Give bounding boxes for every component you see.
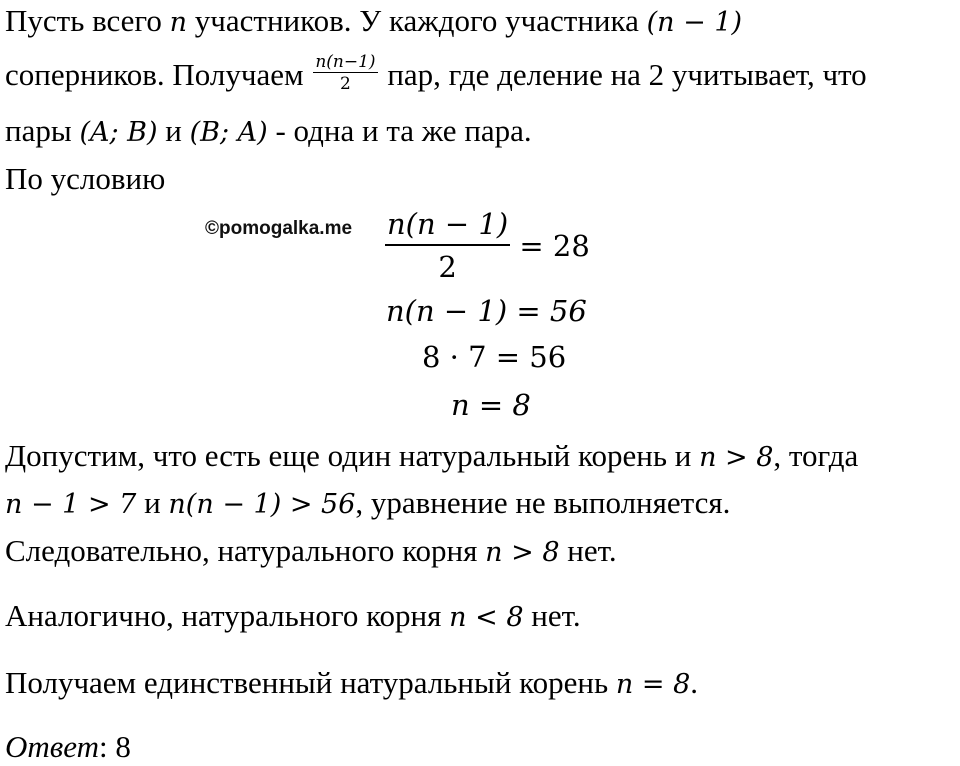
text: , уравнение не выполняется. xyxy=(355,485,731,520)
text: нет. xyxy=(523,598,581,633)
inline-fraction xyxy=(313,52,377,95)
math-inequality: n > 8 xyxy=(699,442,774,473)
equation-rhs: = 28 xyxy=(510,229,590,263)
intro-line-3 xyxy=(5,112,532,152)
text: участников. У каждого участника xyxy=(187,3,647,38)
text: , тогда xyxy=(773,438,859,473)
text: . xyxy=(690,665,699,700)
equation-fraction xyxy=(385,204,510,288)
answer-label: Ответ xyxy=(5,729,99,764)
fraction-numerator: n(n−1) xyxy=(315,52,376,73)
answer-separator: : xyxy=(98,729,116,764)
intro-line-2 xyxy=(5,52,867,99)
equation-4: n = 8 xyxy=(451,388,531,422)
equation-3: 8 · 7 = 56 xyxy=(422,340,567,374)
text: Следовательно, натурального корня xyxy=(5,533,486,568)
watermark: ©pomogalka.me xyxy=(205,218,353,239)
fraction-denominator: 2 xyxy=(340,74,351,95)
math-inequality: n > 8 xyxy=(485,537,560,568)
reasoning-line-3 xyxy=(5,532,617,572)
math-pair-1: (A; B) xyxy=(79,117,158,148)
text: и xyxy=(136,485,169,520)
math-equation: n = 8 xyxy=(615,669,691,700)
reasoning-line-1 xyxy=(5,437,858,477)
text: соперников. Получаем xyxy=(5,57,312,92)
math-pair-2: (B; A) xyxy=(189,117,268,148)
math-expr: (n − 1) xyxy=(646,7,743,38)
fraction-numerator: n(n − 1) xyxy=(387,207,509,241)
answer-value: 8 xyxy=(115,729,131,764)
equation-2: n(n − 1) = 56 xyxy=(386,294,587,328)
math-n: n xyxy=(169,7,188,38)
math-inequality: n(n − 1) > 56 xyxy=(168,489,356,520)
fraction-denominator: 2 xyxy=(438,250,457,284)
math-inequality: n < 8 xyxy=(449,602,524,633)
text: и xyxy=(157,113,190,148)
reasoning-line-5 xyxy=(5,664,698,704)
equation-1 xyxy=(385,204,590,288)
text: Пусть всего xyxy=(5,3,170,38)
intro-line-1 xyxy=(5,2,742,42)
text: нет. xyxy=(559,533,617,568)
answer-line xyxy=(5,728,131,766)
text: - одна и та же пара. xyxy=(267,113,532,148)
math-inequality: n − 1 > 7 xyxy=(5,489,137,520)
intro-line-4 xyxy=(5,160,165,198)
text: Аналогично, натурального корня xyxy=(5,598,450,633)
text: пары xyxy=(5,113,80,148)
text: Получаем единственный натуральный корень xyxy=(5,665,616,700)
text: Допустим, что есть еще один натуральный корень и xyxy=(5,438,700,473)
reasoning-line-2 xyxy=(5,484,730,524)
text: пар, где деление на 2 учитывает, что xyxy=(379,57,867,92)
reasoning-line-4 xyxy=(5,597,581,637)
text: По условию xyxy=(5,161,166,196)
